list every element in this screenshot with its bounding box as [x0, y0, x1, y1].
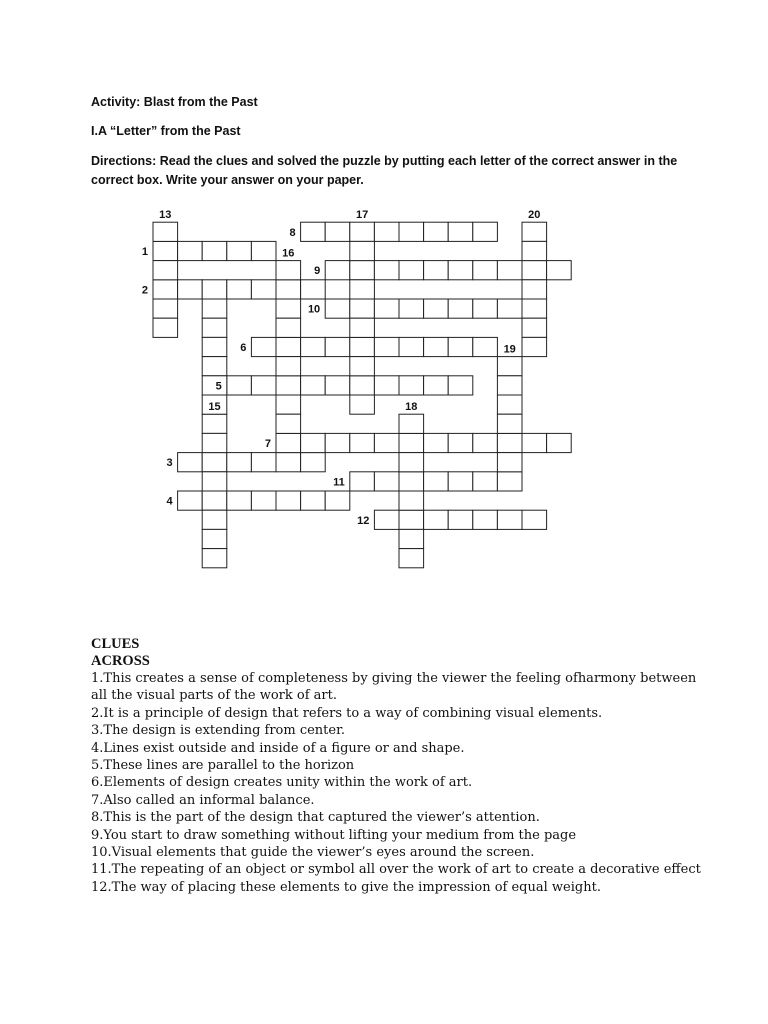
grid-cell[interactable] [547, 261, 572, 280]
clue-number-3: 3 [166, 457, 173, 470]
grid-cell[interactable] [448, 376, 473, 395]
clue-item: 7.Also called an informal balance. [91, 792, 315, 808]
grid-cell[interactable] [178, 491, 203, 510]
grid-cell[interactable] [276, 491, 301, 510]
clue-number-20: 20 [528, 209, 541, 222]
grid-cell[interactable] [251, 241, 276, 260]
grid-cell[interactable] [497, 453, 522, 472]
clue-number-19: 19 [503, 343, 516, 356]
clue-item: 9.You start to draw something without lifting your medium from the page [91, 827, 577, 843]
grid-cell[interactable] [301, 337, 326, 356]
grid-cell[interactable] [251, 491, 276, 510]
clue-number-11: 11 [333, 476, 345, 489]
grid-cell[interactable] [374, 222, 399, 241]
grid-cell[interactable] [301, 222, 326, 241]
clue-number-8: 8 [289, 226, 296, 239]
directions-text: Directions: Read the clues and solved the puzzle by putting each letter of the correct answer in the correct box. Write your answer on your paper. [91, 154, 678, 187]
grid-cell[interactable] [178, 453, 203, 472]
grid-cell[interactable] [424, 376, 449, 395]
grid-cell[interactable] [473, 510, 498, 529]
grid-cell[interactable] [424, 261, 449, 280]
grid-cell[interactable] [350, 472, 375, 491]
clue-number-7: 7 [264, 438, 271, 450]
grid-cell[interactable] [399, 376, 424, 395]
grid-cell[interactable] [202, 280, 227, 299]
part-title: I.A “Letter” from the Past [91, 124, 241, 138]
clue-item: 12.The way of placing these elements to give the impression of equal weight. [91, 879, 601, 895]
grid-cell[interactable] [202, 241, 227, 260]
clue-item: 1.This creates a sense of completeness by giving the viewer the feeling ofharmony between all the visual parts of the work of art. [91, 671, 697, 704]
across-clue-list [91, 670, 711, 896]
grid-cell[interactable] [202, 299, 227, 318]
grid-cell[interactable] [301, 280, 326, 299]
clue-item: 8.This is the part of the design that captured the viewer’s attention. [91, 810, 540, 826]
grid-cell[interactable] [276, 261, 301, 280]
grid-cell[interactable] [202, 414, 227, 433]
grid-cell[interactable] [522, 299, 547, 318]
grid-cell[interactable] [153, 222, 178, 241]
clue-number-6: 6 [240, 342, 247, 354]
clues-heading: CLUES [91, 636, 140, 652]
clue-item: 10.Visual elements that guide the viewer’s eyes around the screen. [91, 845, 535, 861]
grid-cell[interactable] [399, 549, 424, 568]
grid-cell[interactable] [374, 299, 399, 318]
grid-cell[interactable] [276, 414, 301, 433]
grid-cell[interactable] [473, 261, 498, 280]
grid-cell[interactable] [251, 280, 276, 299]
grid-cell[interactable] [497, 357, 522, 376]
clue-number-1: 1 [141, 246, 148, 258]
grid-cell[interactable] [350, 433, 375, 452]
grid-cell[interactable] [325, 337, 350, 356]
grid-cell[interactable] [497, 395, 522, 414]
grid-cell[interactable] [301, 376, 326, 395]
grid-cell[interactable] [153, 318, 178, 337]
grid-cell[interactable] [350, 337, 375, 356]
grid-cell[interactable] [227, 453, 252, 472]
grid-cell[interactable] [301, 491, 326, 510]
grid-cell[interactable] [325, 491, 350, 510]
grid-cell[interactable] [424, 510, 449, 529]
grid-cell[interactable] [399, 529, 424, 548]
grid-cell[interactable] [202, 453, 227, 472]
clue-number-5: 5 [215, 380, 222, 393]
grid-cell[interactable] [473, 472, 498, 491]
clue-number-12: 12 [357, 514, 370, 527]
clues-section [91, 636, 711, 896]
clue-number-13: 13 [159, 209, 172, 222]
grid-cell[interactable] [325, 261, 350, 280]
grid-cell[interactable] [276, 280, 301, 299]
grid-cell[interactable] [374, 376, 399, 395]
grid-cell[interactable] [276, 299, 301, 318]
clue-number-17: 17 [355, 209, 369, 222]
clue-number-2: 2 [141, 284, 148, 297]
grid-cell[interactable] [448, 299, 473, 318]
grid-cell[interactable] [473, 433, 498, 452]
clue-item: 3.The design is extending from center. [91, 723, 346, 739]
grid-cell[interactable] [424, 299, 449, 318]
grid-cell[interactable] [153, 241, 178, 260]
clue-item: 11.The repeating of an object or symbol all over the work of art to create a decorative effect [91, 862, 701, 878]
grid-cell[interactable] [424, 472, 449, 491]
clue-number-15: 15 [208, 401, 221, 414]
grid-cell[interactable] [448, 261, 473, 280]
grid-cell[interactable] [202, 318, 227, 337]
grid-cell[interactable] [473, 222, 498, 241]
grid-cell[interactable] [202, 491, 227, 510]
grid-cell[interactable] [497, 299, 522, 318]
grid-cell[interactable] [153, 299, 178, 318]
clue-item: 4.Lines exist outside and inside of a figure or and shape. [91, 740, 465, 756]
grid-cell[interactable] [374, 433, 399, 452]
grid-cell[interactable] [153, 280, 178, 299]
grid-cell[interactable] [497, 414, 522, 433]
clue-number-4: 4 [166, 495, 173, 508]
grid-cell[interactable] [522, 222, 547, 241]
grid-cell[interactable] [301, 433, 326, 452]
grid-cell[interactable] [374, 510, 399, 529]
grid-cell[interactable] [202, 337, 227, 356]
grid-cell[interactable] [399, 261, 424, 280]
grid-cell[interactable] [350, 280, 375, 299]
grid-cell[interactable] [448, 222, 473, 241]
grid-cell[interactable] [202, 510, 227, 529]
clue-item: 6.Elements of design creates unity within the work of art. [91, 775, 473, 791]
grid-cell[interactable] [522, 337, 547, 356]
grid-cell[interactable] [399, 491, 424, 510]
grid-cell[interactable] [399, 414, 424, 433]
grid-cell[interactable] [497, 472, 522, 491]
grid-cell[interactable] [251, 337, 276, 356]
grid-cell[interactable] [350, 376, 375, 395]
grid-cell[interactable] [497, 433, 522, 452]
grid-cell[interactable] [325, 299, 350, 318]
grid-cell[interactable] [178, 241, 203, 260]
grid-cell[interactable] [547, 433, 572, 452]
grid-cell[interactable] [227, 376, 252, 395]
grid-cell[interactable] [276, 395, 301, 414]
grid-cell[interactable] [202, 472, 227, 491]
grid-cell[interactable] [522, 510, 547, 529]
grid-cell[interactable] [350, 318, 375, 337]
grid-cell[interactable] [522, 280, 547, 299]
clue-number-10: 10 [307, 303, 321, 316]
grid-cell[interactable] [448, 472, 473, 491]
grid-cell[interactable] [202, 376, 227, 395]
grid-cell[interactable] [424, 433, 449, 452]
grid-cell[interactable] [350, 261, 375, 280]
clue-item: 2.It is a principle of design that refers to a way of combining visual elements. [91, 705, 603, 721]
grid-cell[interactable] [522, 318, 547, 337]
grid-cell[interactable] [276, 376, 301, 395]
clue-number-16: 16 [282, 247, 295, 260]
clue-number-9: 9 [314, 265, 321, 278]
grid-cell[interactable] [522, 261, 547, 280]
grid-cell[interactable] [399, 433, 424, 452]
grid-cell[interactable] [276, 433, 301, 452]
grid-cell[interactable] [350, 395, 375, 414]
activity-title: Activity: Blast from the Past [91, 95, 258, 109]
grid-cell[interactable] [424, 337, 449, 356]
grid-cell[interactable] [350, 222, 375, 241]
grid-cell[interactable] [202, 357, 227, 376]
grid-cell[interactable] [522, 433, 547, 452]
grid-cell[interactable] [473, 337, 498, 356]
grid-cell[interactable] [325, 433, 350, 452]
grid-cell[interactable] [202, 433, 227, 452]
grid-cell[interactable] [276, 318, 301, 337]
grid-cell[interactable] [374, 337, 399, 356]
grid-cell[interactable] [448, 510, 473, 529]
grid-cell[interactable] [153, 261, 178, 280]
grid-cell[interactable] [399, 222, 424, 241]
grid-cell[interactable] [497, 376, 522, 395]
grid-cell[interactable] [374, 261, 399, 280]
grid-cell[interactable] [399, 453, 424, 472]
grid-cell[interactable] [399, 472, 424, 491]
grid-cell[interactable] [227, 491, 252, 510]
grid-cell[interactable] [350, 299, 375, 318]
grid-cell[interactable] [497, 510, 522, 529]
grid-cell[interactable] [399, 337, 424, 356]
grid-cell[interactable] [497, 261, 522, 280]
grid-cell[interactable] [473, 299, 498, 318]
grid-cell[interactable] [325, 376, 350, 395]
grid-cell[interactable] [424, 222, 449, 241]
grid-cell[interactable] [399, 299, 424, 318]
grid-cell[interactable] [301, 453, 326, 472]
across-heading: ACROSS [91, 653, 150, 669]
grid-cell[interactable] [448, 433, 473, 452]
grid-cell[interactable] [399, 510, 424, 529]
grid-cell[interactable] [448, 337, 473, 356]
grid-cell[interactable] [276, 453, 301, 472]
grid-cell[interactable] [227, 241, 252, 260]
grid-cell[interactable] [325, 222, 350, 241]
grid-cell[interactable] [178, 280, 203, 299]
grid-cell[interactable] [522, 241, 547, 260]
grid-cell[interactable] [374, 472, 399, 491]
clue-item: 5.These lines are parallel to the horizon [91, 758, 355, 774]
clue-number-18: 18 [405, 401, 418, 414]
grid-cell[interactable] [202, 529, 227, 548]
grid-cell[interactable] [202, 549, 227, 568]
grid-cell[interactable] [350, 357, 375, 376]
grid-cell[interactable] [276, 357, 301, 376]
grid-cell[interactable] [227, 280, 252, 299]
grid-cell[interactable] [251, 376, 276, 395]
grid-cell[interactable] [350, 241, 375, 260]
grid-cell[interactable] [276, 337, 301, 356]
grid-cell[interactable] [251, 453, 276, 472]
